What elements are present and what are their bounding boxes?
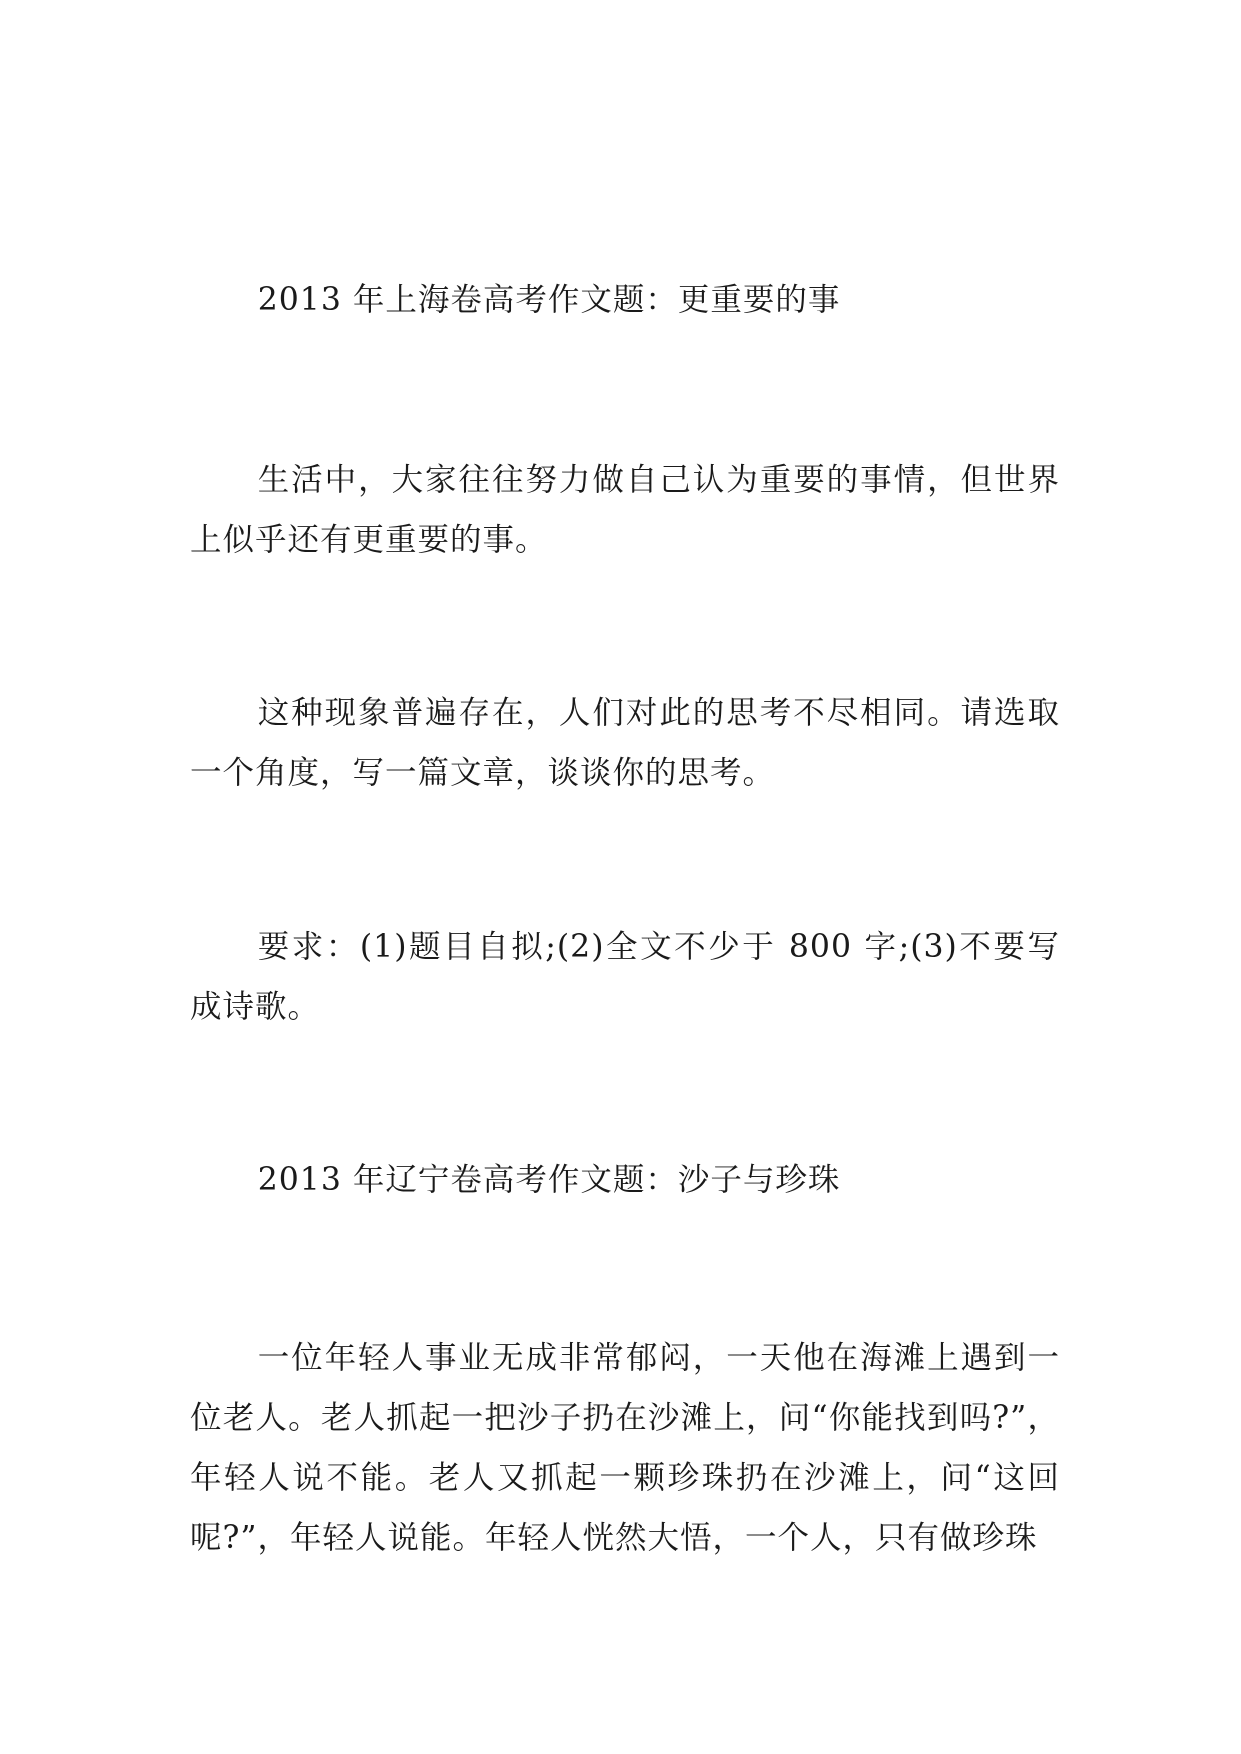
paragraph-shanghai-requirements: 要求：(1)题目自拟;(2)全文不少于 800 字;(3)不要写成诗歌。: [190, 929, 1060, 1025]
paragraph-liaoning-story: 一位年轻人事业无成非常郁闷，一天他在海滩上遇到一位老人。老人抓起一把沙子扔在沙滩上，问“你能找到吗?”，年轻人说不能。老人又抓起一颗珍珠扔在沙滩上，问“这回呢?”，年轻人说能。年轻人恍然大悟，一个人，只有做珍珠: [190, 1340, 1060, 1556]
heading-shanghai: 2013 年上海卷高考作文题：更重要的事: [257, 282, 841, 318]
heading-liaoning: 2013 年辽宁卷高考作文题：沙子与珍珠: [257, 1162, 841, 1198]
paragraph-shanghai-prompt: 生活中，大家往往努力做自己认为重要的事情，但世界上似乎还有更重要的事。: [190, 462, 1060, 558]
paragraph-shanghai-task: 这种现象普遍存在，人们对此的思考不尽相同。请选取一个角度，写一篇文章，谈谈你的思考。: [190, 695, 1060, 791]
